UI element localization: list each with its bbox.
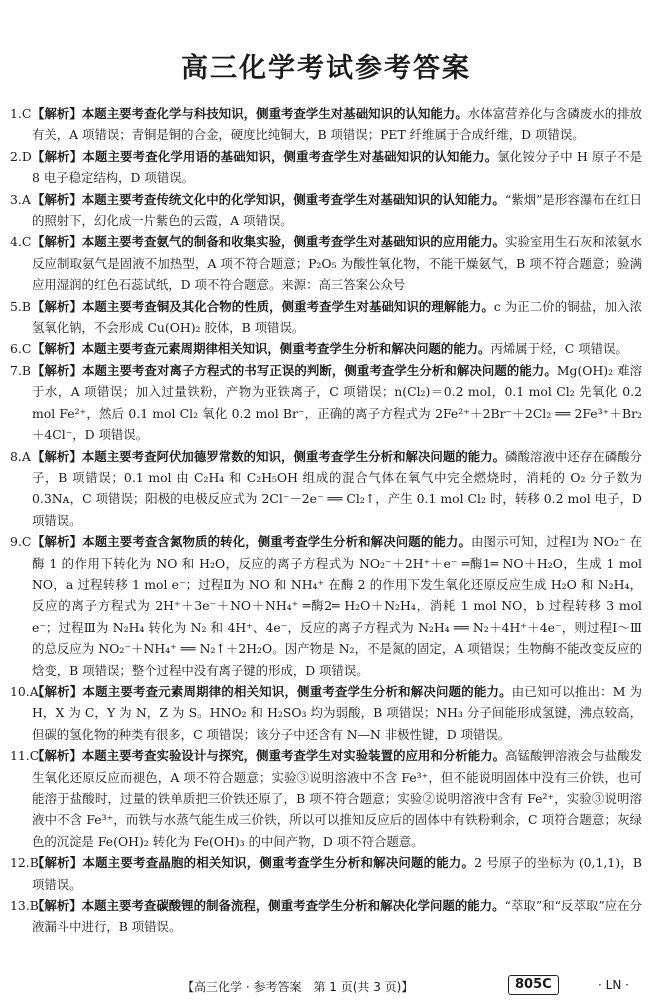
item-number: 3.A	[10, 191, 31, 207]
answer-item-8	[10, 446, 642, 532]
answer-item-11	[10, 745, 642, 852]
page-footer	[0, 974, 652, 998]
answer-item-2	[10, 146, 642, 189]
item-tag: 【解析】	[32, 106, 82, 121]
item-number: 13.B	[10, 898, 39, 914]
item-text: 实验室用生石灰和浓氨水反应制取氨气是固液不加热型，A 项不符合题意；P₂O₅ 为酸性氧化物，不能干燥氨气，B 项不符合题意；验满应用湿润的红色石蕊试纸，D 项不符合题意。来源：高三答案公众号	[32, 234, 643, 293]
item-text: “紫烟”是形容瀑布在红日的照射下，幻化成一片紫色的云霞，A 项错误。	[32, 191, 643, 229]
item-text: 由图示可知，过程Ⅰ为 NO₂⁻ 在酶 1 的作用下转化为 NO 和 H₂O，反应的离子方程式为 NO₂⁻＋2H⁺＋e⁻ ═酶1═ NO＋H₂O，生成 1 mol NO，a 过程转移 1 mol e⁻；过程Ⅱ为 NO 和 NH₄⁺ 在酶 2 的作用下发生氧化还原反应生成 H₂O 和 N₂H₄，反应的离子方程式为 2H⁺＋3e⁻＋NO＋NH₄⁺ ═酶2═ H₂O＋N₂H₄，消耗 1 mol NO，b 过程转移 3 mol e⁻；过程Ⅲ为 N₂H₄ 转化为 N₂ 和 4H⁺、4e⁻，反应的离子方程式为 N₂H₄ ══ N₂＋4H⁺＋4e⁻，则过程Ⅰ～Ⅲ的总反应为 NO₂⁻＋NH₄⁺ ══ N₂↑＋2H₂O。因产物是 N₂，不是氮的固定，A 项错误；生物酶不能改变反应的焓变，B 项错误；整个过程中没有离子键的形成，D 项错误。	[32, 534, 643, 678]
answer-item-9	[10, 531, 642, 681]
item-focus: 本题主要考查阿伏加德罗常数的知识，侧重考查学生分析和解决问题的能力。	[81, 448, 506, 464]
item-focus: 本题主要考查化学与科技知识，侧重考查学生对基础知识的认知能力。	[81, 106, 468, 121]
answer-item-5	[10, 296, 642, 339]
item-tag: 【解析】	[32, 683, 83, 699]
region-code: · LN ·	[598, 978, 629, 992]
footer-page-info: 【高三化学 · 参考答案 第 1 页(共 3 页)】	[182, 980, 414, 994]
item-text: Mg(OH)₂ 难溶于水，A 项错误；加入过量铁粉，产物为亚铁离子，C 项错误；n(Cl₂)＝0.2 mol，0.1 mol Cl₂ 先氧化 0.2 mol Fe²⁺，然后 0.1 mol Cl₂ 氧化 0.2 mol Br⁻，正确的离子方程式为 2Fe²⁺＋2Br⁻＋2Cl₂ ══ 2Fe³⁺＋Br₂＋4Cl⁻，D 项错误。	[32, 362, 642, 443]
item-tag: 【解析】	[32, 148, 83, 164]
answer-list	[10, 103, 642, 938]
item-number: 11.C	[10, 748, 40, 764]
item-number: 2.D	[10, 148, 32, 164]
item-tag: 【解析】	[32, 855, 83, 871]
item-text: 由已知可以推出：M 为 H，X 为 C，Y 为 N，Z 为 S。HNO₂ 和 H₂SO₃ 均为弱酸，B 项错误；NH₃ 分子间能形成氢键，沸点较高，但碳的氢化物的种类有很多，C 项错误；该分子中还含有 N—N 非极性键，D 项错误。	[32, 683, 642, 742]
item-number: 1.C	[10, 106, 32, 121]
item-number: 4.C	[10, 234, 32, 250]
item-tag: 【解析】	[32, 341, 82, 357]
item-focus: 本题主要考查含氮物质的转化，侧重考查学生分析和解决问题的能力。	[82, 534, 471, 550]
item-text: 氯化铵分子中 H 原子不是 8 电子稳定结构，D 项错误。	[32, 148, 642, 186]
answer-item-10	[10, 681, 642, 745]
item-focus: 本题主要考查传统文化中的化学知识，侧重考查学生对基础知识的认知能力。	[81, 191, 505, 207]
item-focus: 本题主要考查对离子方程式的书写正误的判断，侧重考查学生分析和解决问题的能力。	[81, 362, 557, 378]
item-focus: 本题主要考查铜及其化合物的性质，侧重考查学生对基础知识的理解能力。	[81, 298, 494, 314]
item-text: c 为正二价的铜盐，加入浓氢氧化钠，不会形成 Cu(OH)₂ 胶体，B 项错误。	[32, 298, 643, 336]
item-tag: 【解析】	[32, 234, 82, 250]
item-focus: 本题主要考查实验设计与探究，侧重考查学生对实验装置的应用和分析能力。	[81, 748, 506, 764]
answer-item-13	[10, 895, 642, 938]
item-number: 10.A	[10, 683, 39, 699]
item-text: 高锰酸钾溶液会与盐酸发生氧化还原反应而褪色，A 项不符合题意；实验③说明溶液中不含 Fe³⁺，但不能说明固体中没有三价铁，也可能溶于盐酸时，过量的铁单质把三价铁还原了，B 项不符合题意；实验②说明溶液中含有 Fe²⁺，实验③说明溶液中不含 Fe³⁺，而铁与水蒸气能生成三价铁，所以可以推知反应后的固体中有铁粉剩余，C 项符合题意；灰绿色的沉淀是 Fe(OH)₂ 转化为 Fe(OH)₃ 的中间产物，D 项不符合题意。	[32, 748, 643, 849]
item-number: 7.B	[10, 362, 31, 378]
answer-item-4	[10, 231, 642, 295]
item-text: 丙烯属于烃，C 项错误。	[490, 341, 628, 357]
item-focus: 本题主要考查元素周期律的相关知识，侧重考查学生分析和解决问题的能力。	[82, 683, 512, 699]
item-tag: 【解析】	[32, 748, 82, 764]
paper-code-badge: 805C	[508, 975, 559, 995]
item-focus: 本题主要考查晶胞的相关知识，侧重考查学生分析和解决问题的能力。	[82, 855, 475, 871]
item-text: 水体富营养化与含磷废水的排放有关，A 项错误；青铜是铜的合金，硬度比纯铜大，B 项错误；PET 纤维属于合成纤维，D 项错误。	[32, 106, 643, 143]
item-tag: 【解析】	[32, 191, 82, 207]
item-focus: 本题主要考查氨气的制备和收集实验，侧重考查学生对基础知识的应用能力。	[81, 234, 506, 250]
item-number: 6.C	[10, 341, 32, 357]
item-tag: 【解析】	[32, 534, 83, 550]
answer-item-7	[10, 360, 642, 446]
item-tag: 【解析】	[32, 448, 82, 464]
answer-item-1	[10, 103, 642, 146]
item-number: 9.C	[10, 534, 32, 550]
item-number: 8.A	[10, 448, 31, 464]
answer-item-6	[10, 338, 642, 359]
item-text: “萃取”和“反萃取”应在分液漏斗中进行，B 项错误。	[32, 898, 642, 935]
item-number: 12.B	[10, 855, 39, 871]
answer-item-3	[10, 189, 642, 232]
item-tag: 【解析】	[32, 898, 82, 914]
item-text: 2 号原子的坐标为 (0,1,1)，B 项错误。	[32, 855, 643, 892]
page-title: 高三化学考试参考答案	[181, 53, 471, 84]
item-tag: 【解析】	[32, 362, 82, 378]
item-tag: 【解析】	[32, 298, 82, 314]
item-focus: 本题主要考查碳酸锂的制备流程，侧重考查学生分析和解决化学问题的能力。	[81, 898, 505, 914]
answer-item-12	[10, 852, 642, 895]
item-focus: 本题主要考查化学用语的基础知识，侧重考查学生对基础知识的认知能力。	[82, 148, 498, 164]
item-text: 磷酸溶液中还存在磷酸分子，B 项错误；0.1 mol 由 C₂H₄ 和 C₂H₅OH 组成的混合气体在氧气中完全燃烧时，消耗的 O₂ 分子数为 0.3Nᴀ，C 项错误；阳极的电极反应式为 2Cl⁻－2e⁻ ══ Cl₂↑，产生 0.1 mol Cl₂ 时，转移 0.2 mol 电子，D 项错误。	[32, 448, 643, 528]
item-focus: 本题主要考查元素周期律相关知识，侧重考查学生分析和解决问题的能力。	[81, 341, 491, 357]
item-number: 5.B	[10, 298, 31, 314]
